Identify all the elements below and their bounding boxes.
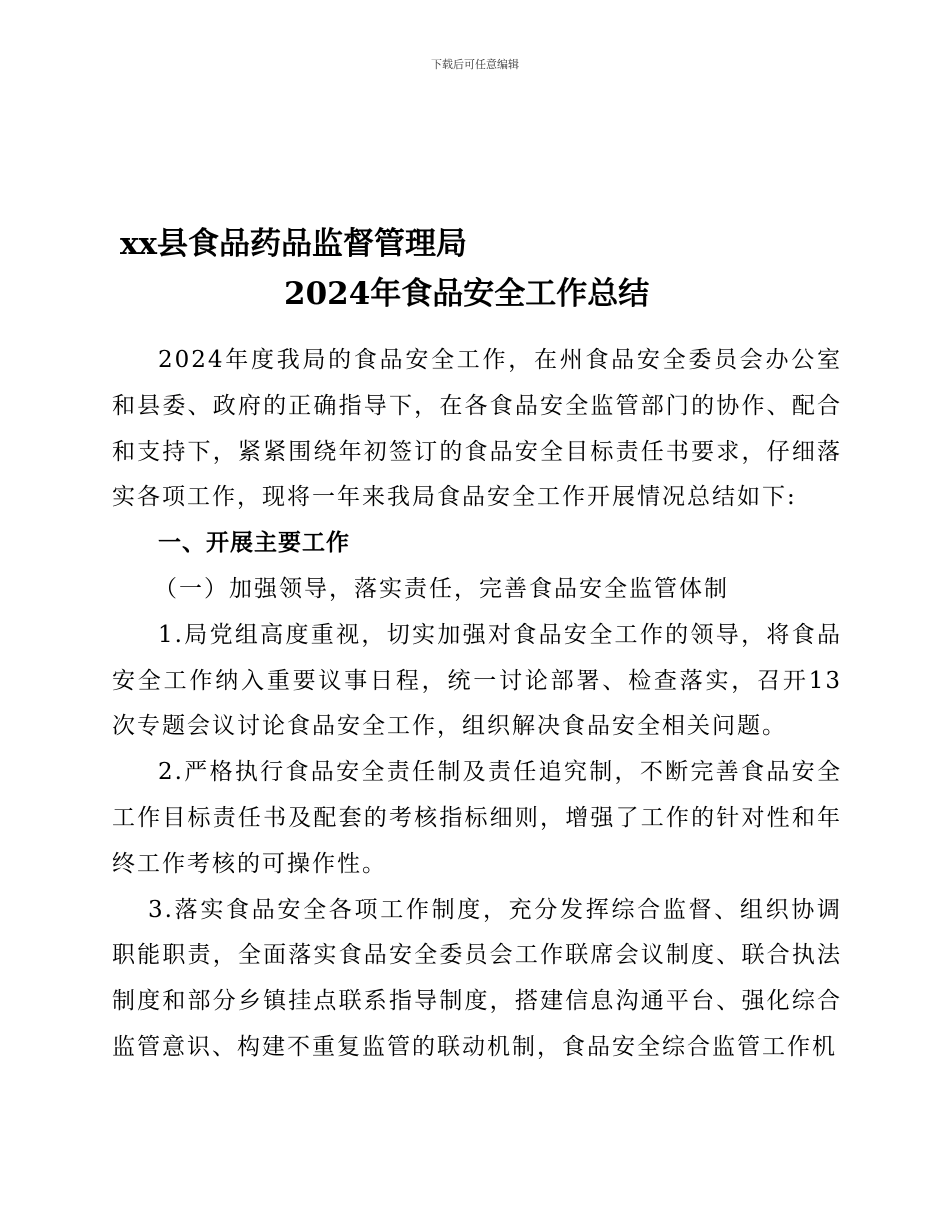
body-paragraph: 3.落实食品安全各项工作制度，充分发挥综合监督、组织协调职能职责，全面落实食品安全委员会工作联席会议制度、联合执法制度和部分乡镇挂点联系指导制度，搭建信息沟通平台、强化综合监管意识、构建不重复监管的联动机制，食品安全综合监管工作机 — [112, 896, 842, 1060]
document-title-line-2: 2024年食品安全工作总结 — [284, 276, 650, 312]
intro-paragraph: 2024年度我局的食品安全工作，在州食品安全委员会办公室和县委、政府的正确指导下，在各食品安全监管部门的协作、配合和支持下，紧紧围绕年初签订的食品安全目标责任书要求，仔细落实各项工作，现将一年来我局食品安全工作开展情况总结如下: — [112, 347, 842, 511]
subsection-heading: （一）加强领导，落实责任，完善食品安全监管体制 — [154, 575, 729, 602]
page-header-note: 下载后可任意编辑 — [431, 58, 519, 71]
document-title-line-1: xx县食品药品监督管理局 — [120, 226, 467, 262]
body-paragraph: 1.局党组高度重视，切实加强对食品安全工作的领导，将食品安全工作纳入重要议事日程，统一讨论部署、检查落实，召开13次专题会议讨论食品安全工作，组织解决食品安全相关问题。 — [112, 621, 842, 740]
body-paragraph: 2.严格执行食品安全责任制及责任追究制，不断完善食品安全工作目标责任书及配套的考核指标细则，增强了工作的针对性和年终工作考核的可操作性。 — [112, 759, 842, 877]
document-body — [112, 338, 842, 1071]
section-heading: 一、开展主要工作 — [158, 530, 350, 557]
